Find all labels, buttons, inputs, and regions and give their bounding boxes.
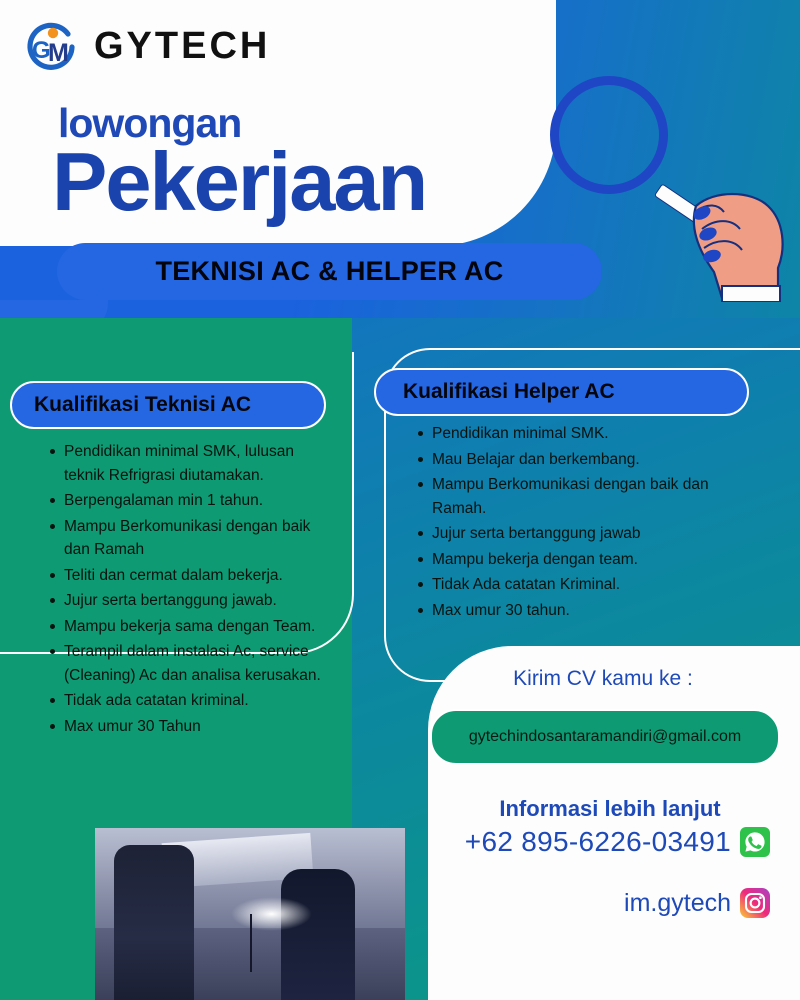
photo-hanging-cord [250,914,252,972]
list-item: Jujur serta bertanggung jawab [418,522,728,546]
list-item: Pendidikan minimal SMK, lulusan teknik Refrigrasi diutamakan. [50,440,330,487]
helper-section-title-label: Kualifikasi Helper AC [403,380,615,403]
list-item: Mampu bekerja sama dengan Team. [50,615,330,639]
svg-text:M: M [48,39,69,67]
technician-section-title [10,381,326,429]
list-item: Mampu bekerja dengan team. [418,548,728,572]
list-item: Tidak Ada catatan Kriminal. [418,573,728,597]
hand-illustration-icon [691,194,782,302]
poster-header [0,0,800,320]
header-kicker: lowongan [58,100,242,146]
gm-monogram-icon [22,18,80,74]
photo-worker-right [281,869,355,1000]
list-item: Teliti dan cermat dalam bekerja. [50,564,330,588]
brand-logo [22,18,270,74]
email-address: gytechindosantaramandiri@gmail.com [468,728,742,745]
page-title: Pekerjaan [52,135,427,228]
list-item: Mau Belajar dan berkembang. [418,448,728,472]
list-item: Terampil dalam instalasi Ac, service (Cleaning) Ac dan analisa kerusakan. [50,640,330,687]
instagram-icon[interactable] [740,888,770,918]
brand-name: GYTECH [94,25,271,67]
list-item: Max umur 30 tahun. [418,599,728,623]
whatsapp-icon[interactable] [740,827,770,857]
list-item: Mampu Berkomunikasi dengan baik dan Ramah. [418,473,728,520]
helper-qualification-list [398,422,728,624]
svg-text:G: G [32,37,51,64]
phone-number: +62 895-6226-03491 [464,826,731,857]
email-pill[interactable] [430,709,780,765]
ac-technicians-photo [95,828,405,1000]
instagram-row[interactable] [440,888,770,918]
list-item: Max umur 30 Tahun [50,715,330,739]
list-item: Pendidikan minimal SMK. [418,422,728,446]
phone-row[interactable] [440,826,770,858]
technician-qualification-list [30,440,330,741]
photo-worker-left [114,845,195,1000]
technician-section-title-label: Kualifikasi Teknisi AC [34,393,252,416]
list-item: Jujur serta bertanggung jawab. [50,589,330,613]
more-info-label: Informasi lebih lanjut [499,796,721,821]
photo-light-glow [231,897,312,931]
position-banner-label: TEKNISI AC & HELPER AC [155,256,504,286]
list-item: Tidak ada catatan kriminal. [50,689,330,713]
list-item: Mampu Berkomunikasi dengan baik dan Ramah [50,515,330,562]
helper-section-title [374,368,749,416]
contact-section-background [428,646,800,1000]
instagram-handle: im.gytech [624,888,731,917]
position-banner [57,243,602,300]
list-item: Berpengalaman min 1 tahun. [50,489,330,513]
cv-instruction-label: Kirim CV kamu ke : [513,667,693,690]
